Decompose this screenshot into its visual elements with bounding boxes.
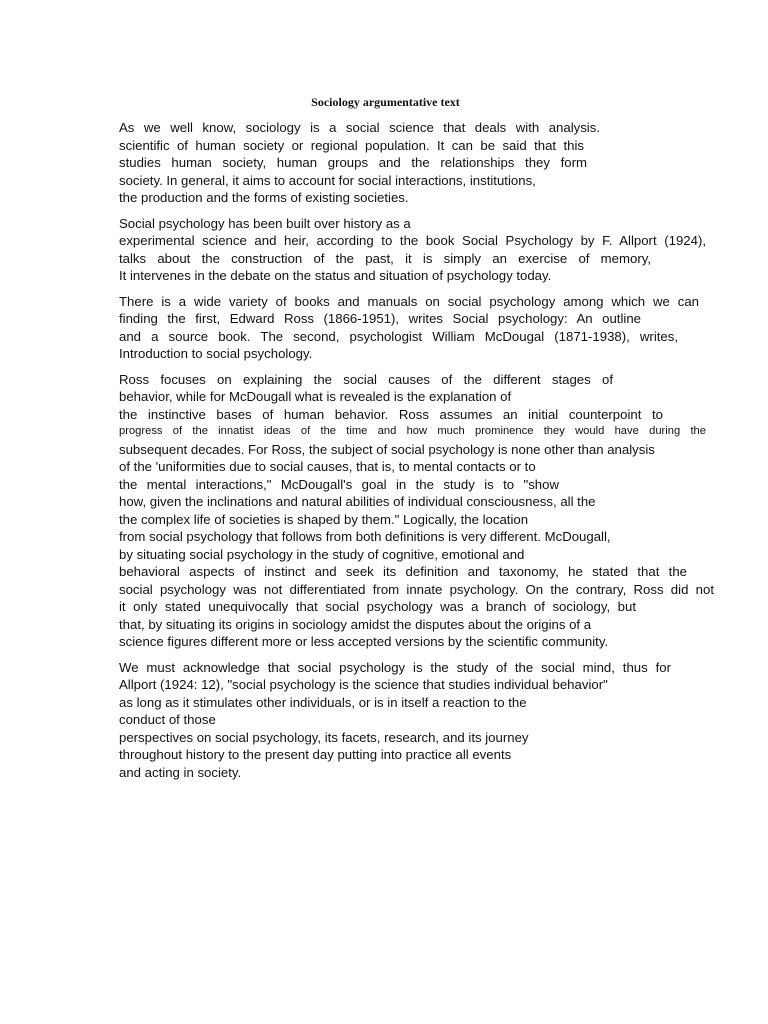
text-line: Introduction to social psychology.: [119, 346, 313, 361]
text-line: There is a wide variety of books and manuals on social psychology among which we can: [119, 293, 699, 309]
text-line: the instinctive bases of human behavior. Ross assumes an initial counterpoint to: [119, 406, 663, 422]
text-line: how, given the inclinations and natural abilities of individual consciousness, all the: [119, 494, 596, 509]
text-line: and acting in society.: [119, 764, 242, 780]
paragraph: [119, 371, 719, 651]
document-page: [119, 94, 719, 789]
text-line: throughout history to the present day putting into practice all events: [119, 747, 512, 762]
paragraph: [119, 119, 719, 207]
text-line: finding the first, Edward Ross (1866-1951), writes Social psychology: An outline: [119, 311, 641, 326]
text-line: As we well know, sociology is a social science that deals with analysis.: [119, 120, 600, 135]
text-line: scientific of human society or regional population. It can be said that this: [119, 137, 584, 153]
text-line: It intervenes in the debate on the status and situation of psychology today.: [119, 268, 552, 283]
text-line: progress of the innatist ideas of the time and how much prominence they would have during the: [119, 425, 706, 437]
text-line: social psychology was not differentiated from innate psychology. On the contrary, Ross did not: [119, 581, 714, 597]
text-line: subsequent decades. For Ross, the subject of social psychology is none other than analysis: [119, 441, 655, 457]
text-line: Allport (1924: 12), "social psychology is the science that studies individual behavior": [119, 677, 608, 692]
text-line: from social psychology that follows from both definitions is very different. McDougall,: [119, 529, 611, 544]
text-line: by situating social psychology in the study of cognitive, emotional and: [119, 546, 525, 562]
text-line: the production and the forms of existing societies.: [119, 190, 409, 205]
text-line: conduct of those: [119, 712, 216, 727]
text-line: of the 'uniformities due to social causes, that is, to mental contacts or to: [119, 459, 536, 474]
text-line: behavioral aspects of instinct and seek its definition and taxonomy, he stated that the: [119, 564, 687, 579]
text-line: behavior, while for McDougall what is revealed is the explanation of: [119, 389, 512, 404]
paragraph: [119, 293, 719, 363]
text-line: the mental interactions," McDougall's goal in the study is to "show: [119, 476, 559, 492]
text-line: science figures different more or less accepted versions by the scientific community.: [119, 634, 609, 649]
text-line: We must acknowledge that social psychology is the study of the social mind, thus for: [119, 659, 671, 675]
text-line: as long as it stimulates other individuals, or is in itself a reaction to the: [119, 694, 527, 710]
text-line: experimental science and heir, according to the book Social Psychology by F. Allport (1924),: [119, 233, 706, 248]
text-line: studies human society, human groups and the relationships they form: [119, 155, 587, 170]
text-line: Social psychology has been built over history as a: [119, 215, 411, 231]
text-line: perspectives on social psychology, its facets, research, and its journey: [119, 729, 529, 745]
text-line: it only stated unequivocally that social psychology was a branch of sociology, but: [119, 599, 636, 614]
text-line: and a source book. The second, psychologist William McDougal (1871-1938), writes,: [119, 328, 678, 344]
paragraph: [119, 215, 719, 285]
text-line: talks about the construction of the past, it is simply an exercise of memory,: [119, 250, 651, 266]
paragraph: [119, 659, 719, 782]
text-line: that, by situating its origins in sociology amidst the disputes about the origins of a: [119, 616, 592, 632]
text-line: society. In general, it aims to account for social interactions, institutions,: [119, 172, 536, 188]
document-title: Sociology argumentative text: [311, 95, 460, 109]
text-line: the complex life of societies is shaped by them." Logically, the location: [119, 511, 529, 527]
document-body: [119, 119, 719, 781]
text-line: Ross focuses on explaining the social causes of the different stages of: [119, 371, 613, 387]
